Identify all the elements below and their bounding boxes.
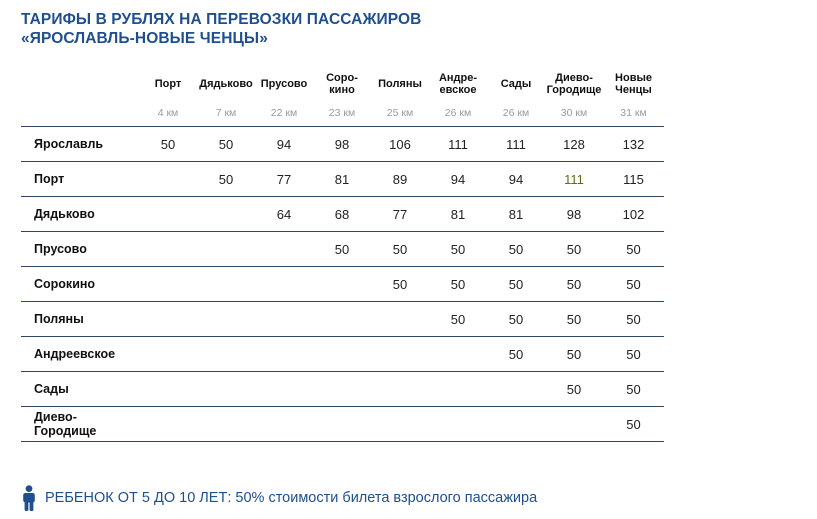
column-header: Поляны (378, 77, 422, 90)
distance-row (21, 100, 664, 127)
child-fare-note (21, 484, 537, 512)
fare-cell (197, 267, 255, 302)
fare-cell (255, 232, 313, 267)
fare-cell (255, 337, 313, 372)
fare-cell: 94 (255, 127, 313, 162)
fare-cell (313, 267, 371, 302)
row-station-name: Порт (21, 162, 139, 197)
table-row (21, 162, 664, 197)
fare-rows (21, 127, 664, 442)
fare-cell (255, 372, 313, 407)
title-line-1: ТАРИФЫ В РУБЛЯХ НА ПЕРЕВОЗКИ ПАССАЖИРОВ (21, 11, 422, 28)
fare-cell (545, 407, 603, 442)
fare-cell: 111 (545, 162, 603, 197)
fare-cell (197, 407, 255, 442)
row-station-name: Диево-Городище (21, 407, 139, 442)
fare-cell: 132 (603, 127, 664, 162)
page-title (21, 10, 421, 48)
column-header: Соро- кино (326, 71, 358, 96)
column-header: Порт (154, 77, 182, 90)
fare-cell (139, 337, 197, 372)
column-header: Новые Ченцы (615, 71, 652, 96)
fare-cell: 50 (545, 337, 603, 372)
fare-cell: 89 (371, 162, 429, 197)
fare-cell: 50 (545, 232, 603, 267)
fare-cell: 50 (603, 302, 664, 337)
column-header: Диево- Городище (546, 71, 602, 96)
distance-label: 22 км (255, 100, 313, 127)
column-header-row (21, 68, 664, 100)
row-station-name: Сорокино (21, 267, 139, 302)
distance-label: 25 км (371, 100, 429, 127)
table-row (21, 232, 664, 267)
fare-cell: 111 (487, 127, 545, 162)
table-row (21, 372, 664, 407)
fare-cell: 50 (603, 337, 664, 372)
column-header: Сады (500, 77, 532, 90)
fare-cell (313, 337, 371, 372)
distance-label: 4 км (139, 100, 197, 127)
child-fare-text: РЕБЕНОК ОТ 5 ДО 10 ЛЕТ: 50% стоимости билета взрослого пассажира (45, 490, 538, 506)
fare-cell: 68 (313, 197, 371, 232)
fare-cell: 50 (487, 232, 545, 267)
fare-cell: 64 (255, 197, 313, 232)
fare-cell (139, 372, 197, 407)
table-row (21, 127, 664, 162)
table-row (21, 267, 664, 302)
row-station-name: Дядьково (21, 197, 139, 232)
fare-cell (139, 197, 197, 232)
fare-cell: 50 (545, 267, 603, 302)
fare-cell: 94 (429, 162, 487, 197)
table-row (21, 302, 664, 337)
fare-cell: 98 (313, 127, 371, 162)
fare-cell (255, 302, 313, 337)
column-header: Прусово (260, 77, 308, 90)
fare-cell: 50 (429, 267, 487, 302)
fare-cell (429, 337, 487, 372)
fare-cell (313, 407, 371, 442)
fare-cell: 102 (603, 197, 664, 232)
fare-cell: 50 (429, 232, 487, 267)
fare-cell: 81 (487, 197, 545, 232)
fare-cell (139, 162, 197, 197)
fare-cell: 50 (197, 162, 255, 197)
distance-label: 23 км (313, 100, 371, 127)
fare-cell: 111 (429, 127, 487, 162)
fare-cell (313, 302, 371, 337)
fare-cell: 50 (487, 267, 545, 302)
fare-cell: 50 (371, 232, 429, 267)
fare-cell: 50 (603, 267, 664, 302)
fare-cell: 50 (545, 372, 603, 407)
fare-cell: 77 (371, 197, 429, 232)
corner-cell (21, 68, 139, 100)
fare-cell (197, 232, 255, 267)
fare-cell (255, 267, 313, 302)
fare-cell: 50 (139, 127, 197, 162)
fare-cell: 50 (371, 267, 429, 302)
table-row (21, 197, 664, 232)
fare-cell (487, 407, 545, 442)
fare-cell: 98 (545, 197, 603, 232)
fare-cell (139, 267, 197, 302)
distance-label: 31 км (603, 100, 664, 127)
distance-label: 7 км (197, 100, 255, 127)
fare-cell: 77 (255, 162, 313, 197)
fare-cell (371, 372, 429, 407)
fare-cell: 115 (603, 162, 664, 197)
fare-cell (313, 372, 371, 407)
fare-cell: 94 (487, 162, 545, 197)
row-station-name: Андреевское (21, 337, 139, 372)
fare-cell: 50 (313, 232, 371, 267)
fare-cell (197, 197, 255, 232)
fare-table (21, 68, 664, 442)
fare-cell: 81 (429, 197, 487, 232)
fare-cell (371, 337, 429, 372)
fare-cell: 50 (603, 372, 664, 407)
fare-cell: 81 (313, 162, 371, 197)
fare-cell: 106 (371, 127, 429, 162)
fare-cell (371, 302, 429, 337)
row-station-name: Прусово (21, 232, 139, 267)
fare-cell: 50 (487, 337, 545, 372)
column-header: Андре- евское (438, 71, 478, 96)
column-header: Дядьково (199, 77, 253, 90)
fare-cell: 128 (545, 127, 603, 162)
fare-cell: 50 (487, 302, 545, 337)
title-line-2: «ЯРОСЛАВЛЬ-НОВЫЕ ЧЕНЦЫ» (21, 30, 268, 47)
fare-cell (139, 232, 197, 267)
row-station-name: Поляны (21, 302, 139, 337)
fare-cell (487, 372, 545, 407)
fare-cell (139, 407, 197, 442)
fare-cell (197, 337, 255, 372)
fare-cell: 50 (603, 407, 664, 442)
child-person-icon (21, 485, 37, 511)
fare-cell (139, 302, 197, 337)
row-station-name: Ярославль (21, 127, 139, 162)
fare-cell (429, 372, 487, 407)
fare-cell (255, 407, 313, 442)
table-row (21, 337, 664, 372)
fare-cell: 50 (197, 127, 255, 162)
row-station-name: Сады (21, 372, 139, 407)
table-row (21, 407, 664, 442)
distance-label: 26 км (487, 100, 545, 127)
fare-cell: 50 (429, 302, 487, 337)
fare-cell: 50 (603, 232, 664, 267)
fare-cell (371, 407, 429, 442)
fare-cell: 50 (545, 302, 603, 337)
distance-label: 30 км (545, 100, 603, 127)
fare-cell (197, 302, 255, 337)
fare-cell (197, 372, 255, 407)
distance-label: 26 км (429, 100, 487, 127)
fare-cell (429, 407, 487, 442)
